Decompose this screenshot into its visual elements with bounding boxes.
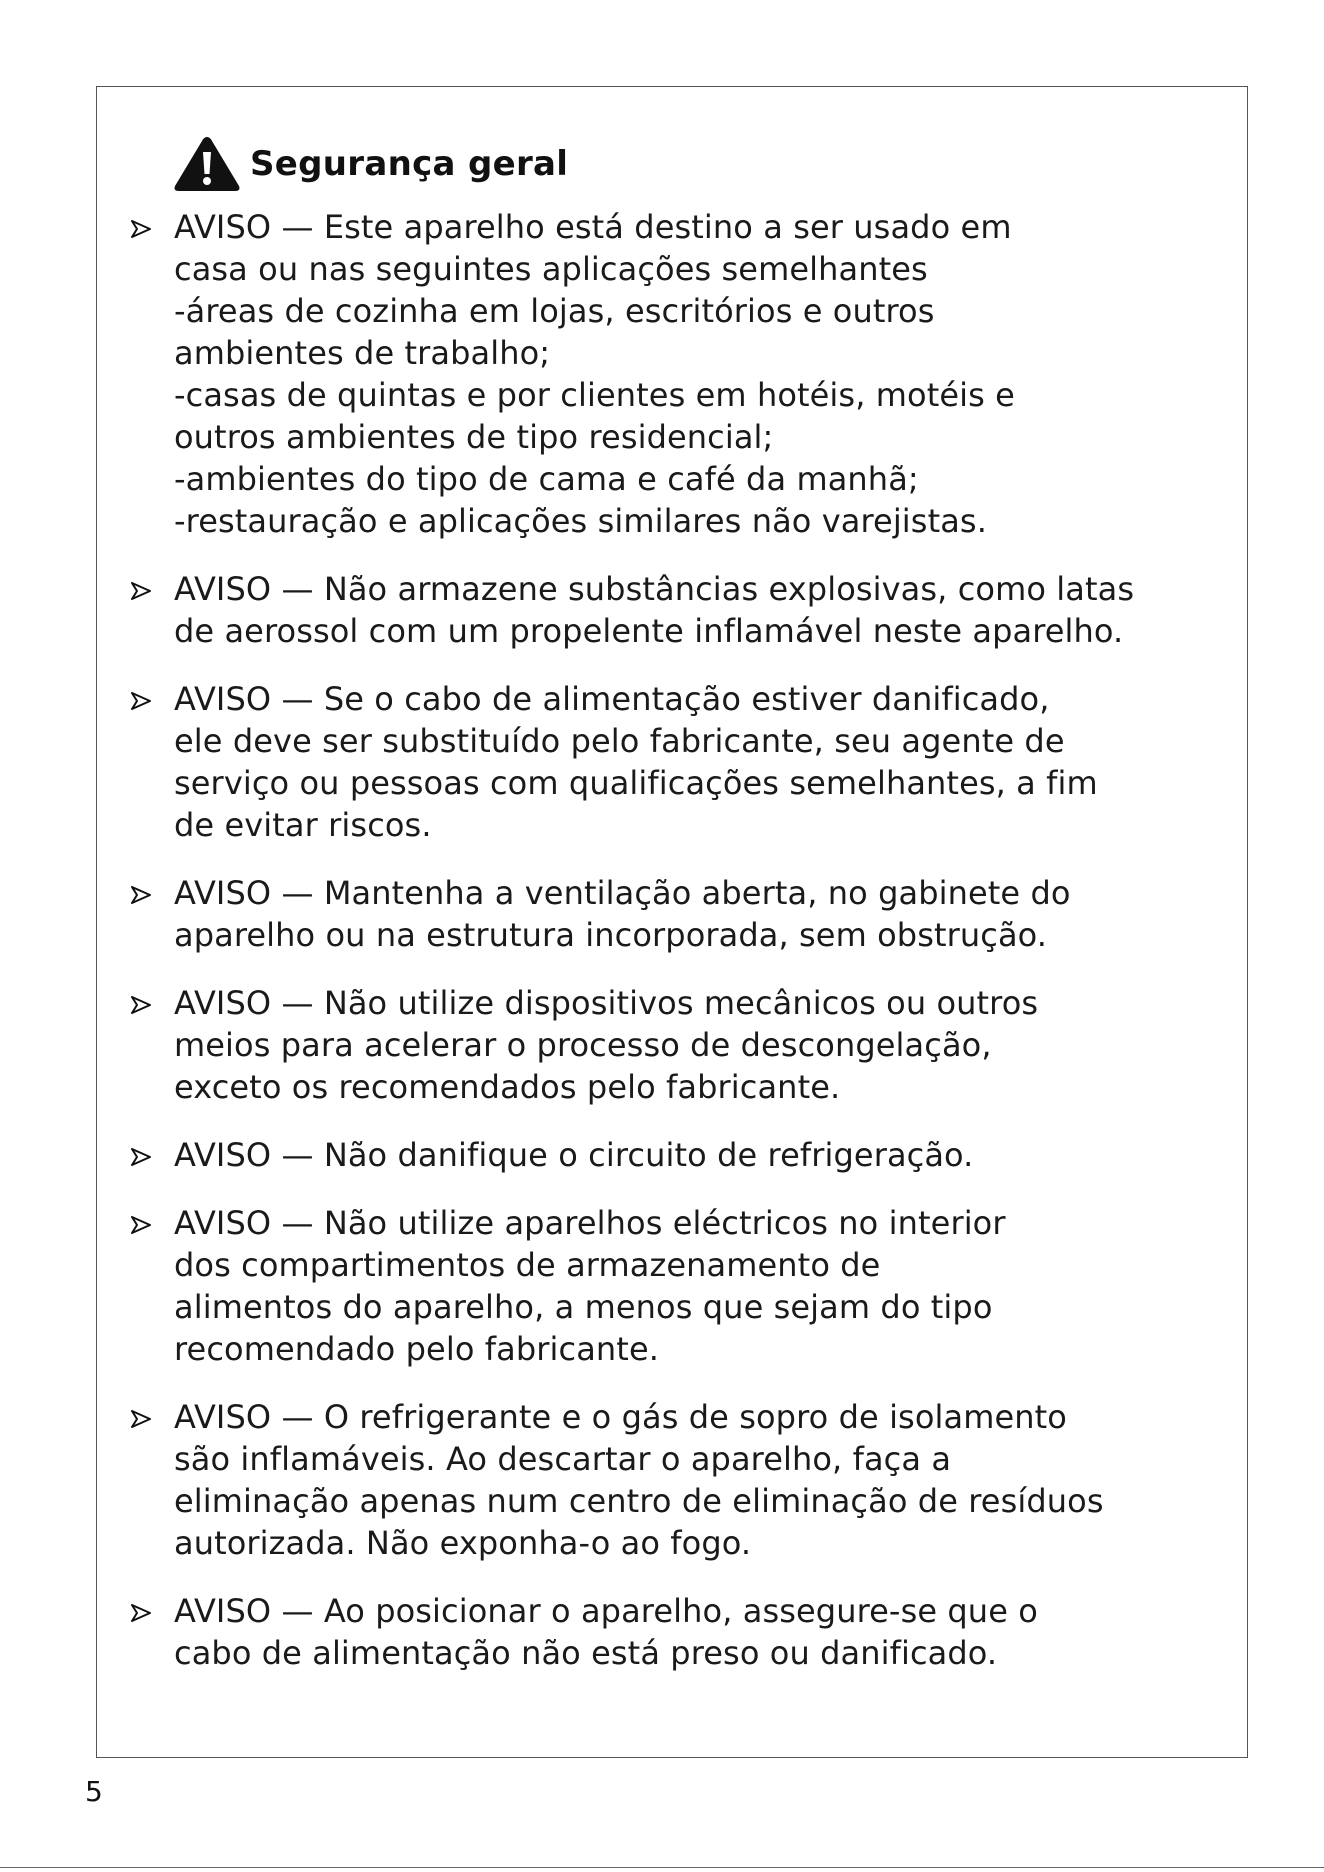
warning-text-line: -áreas de cozinha em lojas, escritórios e outros [174,292,935,330]
warning-text-line: eliminação apenas num centro de eliminação de resíduos [174,1482,1104,1520]
warning-item [130,872,1230,956]
warning-text-line: AVISO — Ao posicionar o aparelho, assegure-se que o [174,1592,1038,1630]
warning-text [174,1396,1230,1564]
warning-text [174,568,1230,652]
warning-text-line: serviço ou pessoas com qualificações semelhantes, a fim [174,764,1098,802]
warning-text-line: AVISO — Não utilize aparelhos eléctricos no interior [174,1204,1006,1242]
warning-item [130,982,1230,1108]
warning-text-line: -restauração e aplicações similares não varejistas. [174,502,987,540]
arrowhead-bullet-icon [130,1216,152,1234]
arrowhead-bullet-icon [130,886,152,904]
arrowhead-bullet-icon [130,1604,152,1622]
warning-text-line: -ambientes do tipo de cama e café da manhã; [174,460,919,498]
warning-text-line: ambientes de trabalho; [174,334,551,372]
arrowhead-bullet-icon [130,220,152,238]
warning-text-line: casa ou nas seguintes aplicações semelhantes [174,250,928,288]
bottom-rule [0,1867,1324,1868]
warning-text-line: ele deve ser substituído pelo fabricante, seu agente de [174,722,1065,760]
warning-item [130,1396,1230,1564]
warning-item [130,568,1230,652]
warning-text-line: dos compartimentos de armazenamento de [174,1246,881,1284]
warning-text-line: aparelho ou na estrutura incorporada, sem obstrução. [174,916,1048,954]
warning-text-line: outros ambientes de tipo residencial; [174,418,774,456]
warning-text-line: autorizada. Não exponha-o ao fogo. [174,1524,752,1562]
arrowhead-bullet-icon [130,996,152,1014]
warning-text-line: AVISO — Mantenha a ventilação aberta, no gabinete do [174,874,1071,912]
warning-text-line: alimentos do aparelho, a menos que sejam do tipo [174,1288,993,1326]
warning-triangle-icon [172,134,242,194]
warning-text-line: AVISO — Não armazene substâncias explosivas, como latas [174,570,1135,608]
warning-text-line: recomendado pelo fabricante. [174,1330,660,1368]
warning-text-line: AVISO — Não utilize dispositivos mecânicos ou outros [174,984,1039,1022]
warning-text-line: AVISO — Se o cabo de alimentação estiver danificado, [174,680,1050,718]
warning-item [130,1202,1230,1370]
arrowhead-bullet-icon [130,1410,152,1428]
page-number: 5 [85,1775,103,1808]
warning-list [130,206,1230,1700]
warning-text [174,678,1230,846]
warning-item [130,1134,1230,1176]
arrowhead-bullet-icon [130,582,152,600]
warning-text-line: AVISO — Este aparelho está destino a ser usado em [174,208,1012,246]
warning-text [174,1134,1230,1176]
arrowhead-bullet-icon [130,692,152,710]
section-title: Segurança geral [250,144,569,184]
warning-text-line: meios para acelerar o processo de descongelação, [174,1026,992,1064]
warning-text [174,872,1230,956]
warning-text [174,1202,1230,1370]
warning-text [174,206,1230,542]
warning-text [174,1590,1230,1674]
warning-item [130,1590,1230,1674]
warning-text-line: exceto os recomendados pelo fabricante. [174,1068,841,1106]
warning-text-line: cabo de alimentação não está preso ou danificado. [174,1634,998,1672]
warning-item [130,678,1230,846]
section-header [172,134,568,194]
warning-text-line: -casas de quintas e por clientes em hotéis, motéis e [174,376,1015,414]
arrowhead-bullet-icon [130,1148,152,1166]
warning-text-line: de evitar riscos. [174,806,432,844]
warning-text [174,982,1230,1108]
warning-text-line: AVISO — O refrigerante e o gás de sopro de isolamento [174,1398,1067,1436]
warning-item [130,206,1230,542]
warning-text-line: de aerossol com um propelente inflamável neste aparelho. [174,612,1124,650]
warning-text-line: são inflamáveis. Ao descartar o aparelho, faça a [174,1440,952,1478]
warning-text-line: AVISO — Não danifique o circuito de refrigeração. [174,1136,974,1174]
